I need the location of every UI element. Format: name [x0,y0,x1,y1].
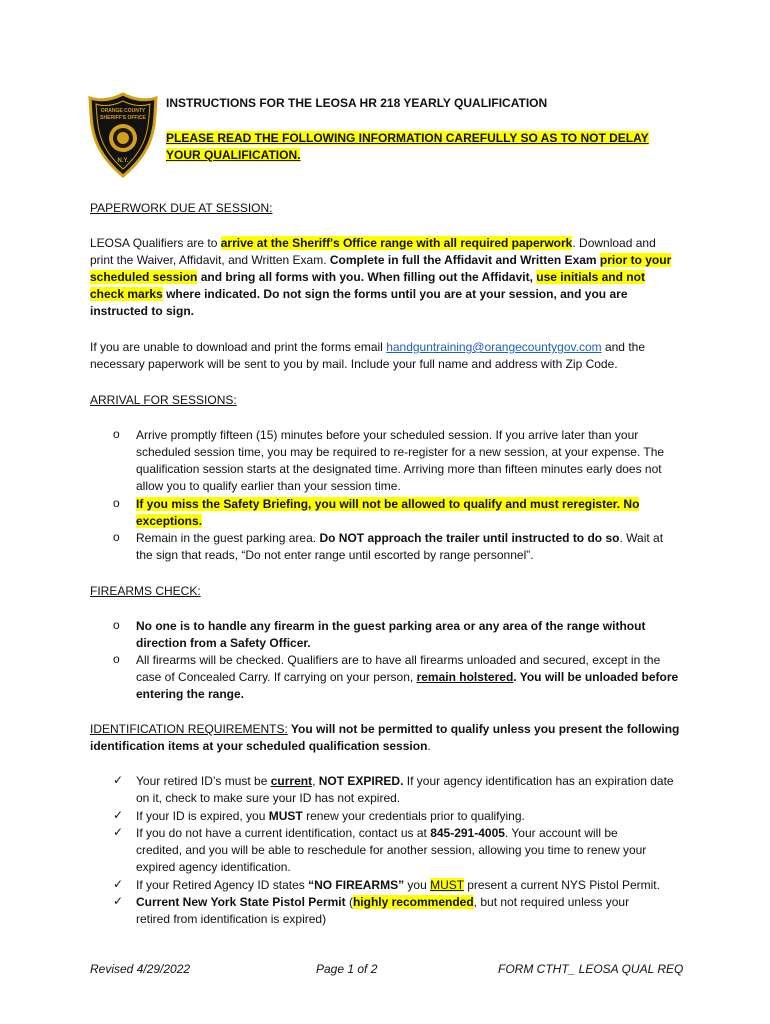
bold-run: No one is to handle any firearm in the guest parking area or any area of the range without direction from a Safety Officer. [136,619,646,650]
highlight-run: use initials and not check marks [90,270,645,301]
text-run: LEOSA Qualifiers are to [90,236,221,250]
text-run: . Download and print the Waiver, Affidavit, and Written Exam. [90,236,656,267]
bold-run: “NO FIREARMS” [308,878,405,892]
arrival-heading: ARRIVAL FOR SESSIONS: [90,393,237,407]
text-run: . Wait at the sign that reads, “Do not enter range until escorted by range personnel”. [136,531,664,562]
bold-run: Complete in full the Affidavit and Written Exam [329,253,600,267]
text-run: . [427,739,431,753]
text-run: If your Retired Agency ID states [136,878,309,892]
svg-text:N.Y.: N.Y. [117,158,129,164]
bold-run: Current New York State Pistol Permit [136,895,346,909]
bullet-marker: o [113,530,120,544]
bullet-marker: o [113,496,120,510]
highlight-run: highly recommended [352,895,474,909]
text-run: If you do not have a current identification, contact us at [136,826,431,840]
text-run: , but not required unless your retired from identification is expired) [136,895,630,926]
text-run: renew your credentials prior to qualifying. [302,809,525,823]
bold-underline-run: remain holstered [416,670,514,684]
check-marker: ✓ [113,894,124,908]
identification-item-2 [136,808,681,825]
paperwork-paragraph-1 [90,235,682,320]
bold-run: and bring all forms with you. When filling out the Affidavit, [197,270,537,284]
highlight-run: MUST [430,878,464,892]
paperwork-heading: PAPERWORK DUE AT SESSION: [90,201,273,215]
notice-highlight: PLEASE READ THE FOLLOWING INFORMATION CAREFULLY SO AS TO NOT DELAY YOUR QUALIFICATION. [166,131,649,162]
text-run: . Your account will be credited, and you will be able to reschedule for another session, allowing you time to renew your expired agency identification. [136,826,647,874]
identification-item-3 [136,825,666,876]
text-run: present a current NYS Pistol Permit. [463,878,660,892]
highlight-run: prior to your scheduled session [90,253,672,284]
bold-underline-run: current [270,774,313,788]
text-run: Your retired ID’s must be [136,774,271,788]
identification-item-1 [136,773,676,807]
bullet-marker: o [113,427,120,441]
highlight-run: arrive at the Sheriff's Office range with all required paperwork [220,236,573,250]
arrival-item-2 [136,496,656,530]
bold-run: . You will be unloaded before entering the range. [136,670,679,701]
svg-text:ORANGE COUNTY: ORANGE COUNTY [100,108,146,114]
text-run: , [312,774,319,788]
text-run: and the necessary paperwork will be sent to you by mail. Include your full name and address with Zip Code. [90,340,645,371]
bold-run: MUST [268,809,303,823]
notice-text [166,130,676,164]
bold-run: where indicated. Do not sign the forms until you are at your session, and you are instructed to sign. [90,287,628,318]
text-run: If your agency identification has an expiration date on it, check to make sure your ID has not expired. [136,774,674,805]
highlight-run: If you miss the Safety Briefing, you will not be allowed to qualify and must reregister. No exceptions. [136,497,640,528]
text-run: All firearms will be checked. Qualifiers are to have all firearms unloaded and secured, except in the case of Concealed Carry. If carrying on your person, [136,653,661,684]
firearms-item-1 [136,618,661,652]
check-marker: ✓ [113,825,124,839]
bold-run: 845-291-4005 [430,826,505,840]
text-run: If your ID is expired, you [136,809,269,823]
bold-run: NOT EXPIRED. [318,774,404,788]
arrival-item-1: Arrive promptly fifteen (15) minutes before your scheduled session. If you arrive later than your scheduled session time, you may be required to re-register for a new session, at your expense. The qualification session starts at the designated time. Arriving more than fifteen minutes early does not allow you to qualify earlier than your session time. [136,428,665,493]
sheriff-badge-logo [88,92,158,178]
text-run: you [404,878,431,892]
bullet-marker: o [113,652,120,666]
check-marker: ✓ [113,773,124,787]
text-run: ( [345,895,353,909]
check-marker: ✓ [113,877,124,891]
bold-run: Do NOT approach the trailer until instructed to do so [319,531,620,545]
firearms-heading: FIREARMS CHECK: [90,584,201,598]
identification-item-4 [136,877,681,894]
bullet-marker: o [113,618,120,632]
arrival-item-3 [136,530,681,564]
identification-heading: IDENTIFICATION REQUIREMENTS: [90,722,288,736]
text-run: Remain in the guest parking area. [136,531,320,545]
firearms-item-2 [136,652,681,703]
footer-form-id: FORM CTHT_ LEOSA QUAL REQ [498,962,684,976]
identification-intro [90,721,682,755]
footer-page-number: Page 1 of 2 [316,962,378,976]
paperwork-paragraph-2 [90,339,680,373]
check-marker: ✓ [113,808,124,822]
identification-item-5 [136,894,656,928]
bold-run: You will not be permitted to qualify unless you present the following identification items at your scheduled qualification session [90,722,680,753]
text-run: If you are unable to download and print the forms email [90,340,387,354]
footer-revised: Revised 4/29/2022 [90,962,191,976]
document-title: INSTRUCTIONS FOR THE LEOSA HR 218 YEARLY QUALIFICATION [166,96,548,110]
svg-text:SHERIFF'S OFFICE: SHERIFF'S OFFICE [100,115,146,121]
email-link[interactable]: handguntraining@orangecountygov.com [386,340,602,354]
